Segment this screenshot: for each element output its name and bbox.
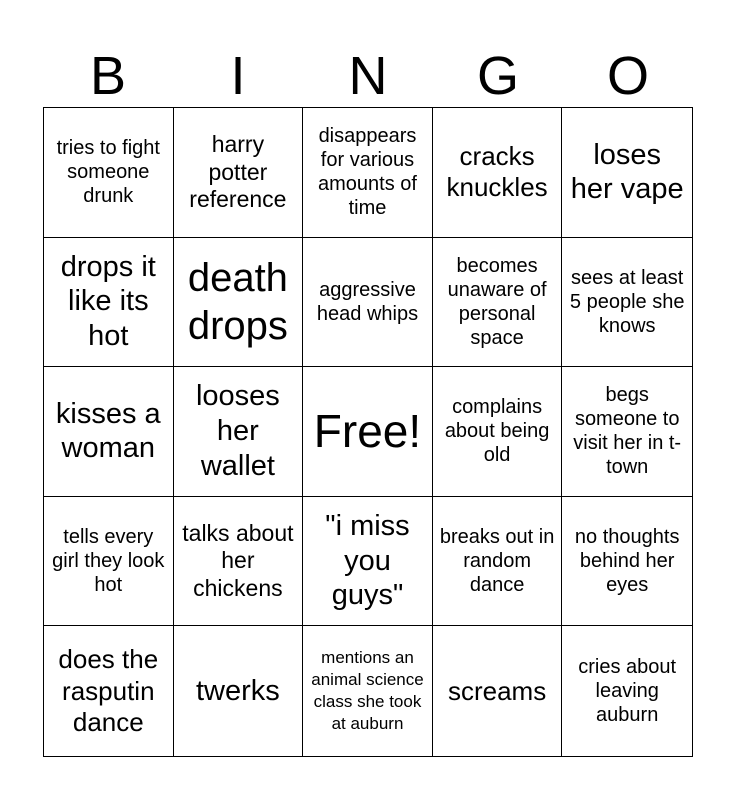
bingo-cell[interactable] bbox=[44, 238, 174, 368]
cell-text: twerks bbox=[195, 674, 280, 707]
bingo-cell[interactable] bbox=[174, 238, 304, 368]
cell-text: death drops bbox=[187, 255, 288, 348]
cell-text: begs someone to visit her in t-town bbox=[573, 384, 682, 479]
cell-text: cries about leaving auburn bbox=[578, 656, 677, 727]
bingo-cell[interactable] bbox=[174, 367, 304, 497]
free-space-cell[interactable] bbox=[303, 367, 433, 497]
cell-text: talks about her chickens bbox=[182, 519, 294, 601]
bingo-cell[interactable] bbox=[174, 626, 304, 756]
bingo-cell[interactable] bbox=[303, 238, 433, 368]
bingo-cell[interactable] bbox=[44, 367, 174, 497]
cell-text: "i miss you guys" bbox=[325, 509, 410, 612]
bingo-cell[interactable] bbox=[44, 497, 174, 627]
header-letter-i: I bbox=[230, 46, 246, 106]
bingo-header bbox=[43, 44, 693, 108]
bingo-cell[interactable] bbox=[303, 626, 433, 756]
bingo-cell[interactable] bbox=[562, 497, 692, 627]
bingo-cell[interactable] bbox=[562, 108, 692, 238]
bingo-cell[interactable] bbox=[174, 108, 304, 238]
cell-text: looses her wallet bbox=[195, 380, 280, 482]
bingo-cell[interactable] bbox=[433, 367, 563, 497]
cell-text: disappears for various amounts of time bbox=[318, 125, 417, 220]
cell-text: tries to fight someone drunk bbox=[56, 137, 160, 208]
bingo-cell[interactable] bbox=[433, 108, 563, 238]
cell-text: breaks out in random dance bbox=[439, 526, 555, 597]
cell-text: tells every girl they look hot bbox=[52, 526, 165, 597]
bingo-cell[interactable] bbox=[562, 626, 692, 756]
bingo-cell[interactable] bbox=[174, 497, 304, 627]
cell-text: complains about being old bbox=[444, 396, 550, 467]
bingo-cell[interactable] bbox=[562, 367, 692, 497]
cell-text: harry potter reference bbox=[189, 130, 287, 213]
cell-text: does the rasputin dance bbox=[58, 644, 159, 737]
header-letter-g: G bbox=[476, 46, 519, 106]
bingo-cell[interactable] bbox=[433, 497, 563, 627]
bingo-cell[interactable] bbox=[303, 108, 433, 238]
cell-text: cracks knuckles bbox=[446, 141, 548, 203]
header-letter-b: B bbox=[89, 46, 127, 106]
cell-text: mentions an animal science class she took at auburn bbox=[311, 648, 424, 734]
bingo-board bbox=[43, 107, 693, 757]
header-letter-n: N bbox=[348, 46, 388, 106]
cell-text: sees at least 5 people she knows bbox=[569, 266, 685, 337]
cell-text: kisses a woman bbox=[55, 397, 161, 465]
cell-text: loses her vape bbox=[570, 138, 684, 206]
cell-text: aggressive head whips bbox=[316, 278, 419, 325]
bingo-cell[interactable] bbox=[303, 497, 433, 627]
bingo-cell[interactable] bbox=[44, 108, 174, 238]
bingo-cell[interactable] bbox=[44, 626, 174, 756]
bingo-cell[interactable] bbox=[433, 238, 563, 368]
header-letter-o: O bbox=[606, 46, 649, 106]
cell-text: screams bbox=[447, 675, 547, 706]
cell-text: no thoughts behind her eyes bbox=[574, 526, 680, 597]
cell-text: becomes unaware of personal space bbox=[447, 254, 547, 349]
free-space-text: Free! bbox=[313, 404, 422, 457]
bingo-cell[interactable] bbox=[562, 238, 692, 368]
cell-text: drops it like its hot bbox=[60, 250, 156, 353]
bingo-cell[interactable] bbox=[433, 626, 563, 756]
